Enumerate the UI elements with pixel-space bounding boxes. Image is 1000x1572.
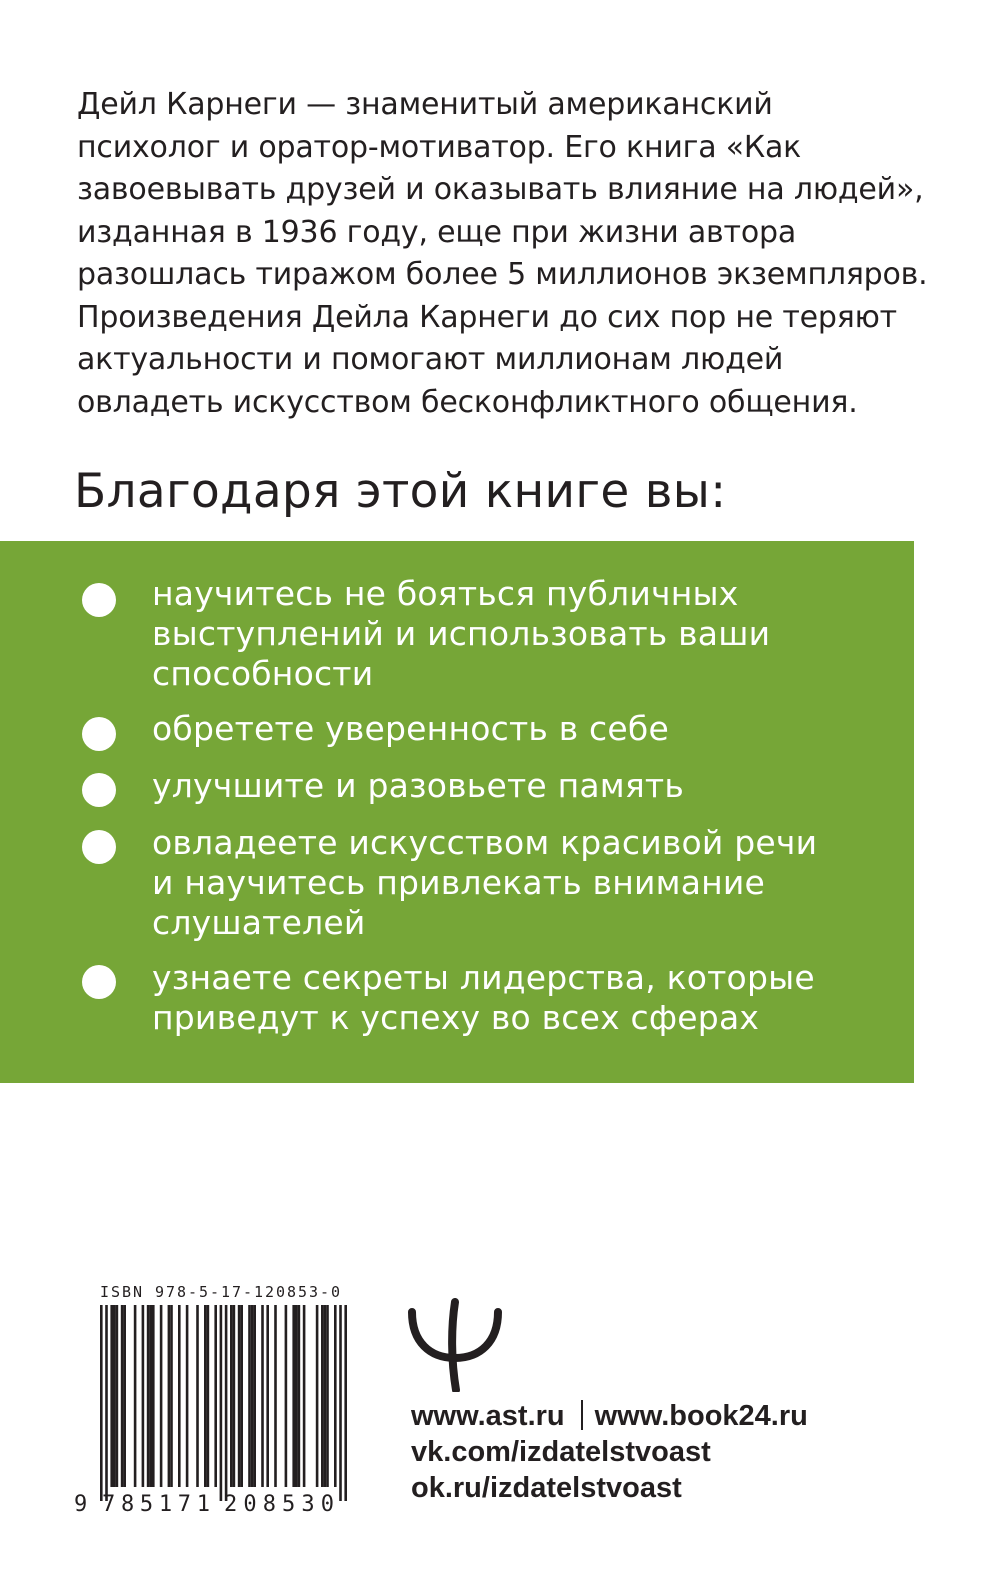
- publisher-links: [411, 1398, 808, 1506]
- bullet-icon: [82, 830, 116, 864]
- intro-line: Произведения Дейла Карнеги до сих пор не теряют: [77, 299, 897, 335]
- barcode-bar: [170, 1305, 173, 1487]
- intro-paragraph: [77, 84, 937, 424]
- intro-line: актуальности и помогают миллионам людей: [77, 342, 784, 377]
- barcode-bar: [116, 1305, 119, 1487]
- barcode-bar: [248, 1305, 251, 1487]
- barcode-bar: [110, 1305, 113, 1487]
- barcode-bar: [285, 1305, 288, 1487]
- intro-line: изданная в 1936 году, еще при жизни автора: [77, 214, 796, 250]
- link-ok[interactable]: ok.ru/izdatelstvoast: [411, 1472, 682, 1504]
- barcode-bar: [113, 1305, 116, 1487]
- barcode-bar: [253, 1305, 256, 1487]
- barcode-bar: [186, 1305, 189, 1487]
- benefits-panel: [0, 541, 914, 1083]
- benefit-text: [152, 709, 892, 749]
- barcode-bar: [240, 1305, 243, 1487]
- barcode-bar: [274, 1305, 277, 1487]
- benefits-heading: Благодаря этой книге вы:: [74, 464, 727, 519]
- benefit-text: [152, 766, 892, 806]
- barcode-bar: [298, 1305, 301, 1487]
- barcode-bar: [147, 1305, 150, 1487]
- barcode-bar: [105, 1305, 108, 1501]
- bullet-icon: [82, 965, 116, 999]
- intro-line: завоевывать друзей и оказывать влияние на людей»,: [77, 172, 924, 207]
- barcode-bar: [134, 1305, 137, 1487]
- barcode-bar: [303, 1305, 306, 1487]
- benefit-line: узнаете секреты лидерства, которые: [152, 958, 815, 997]
- benefit-text: [152, 574, 892, 694]
- bullet-icon: [82, 583, 116, 617]
- barcode-bar: [142, 1305, 145, 1487]
- psi-logo-icon: [408, 1298, 502, 1392]
- benefit-text: [152, 958, 892, 1038]
- barcode-bar: [344, 1305, 347, 1501]
- barcode-bar: [251, 1305, 254, 1487]
- barcode-digit-first: 9: [74, 1492, 88, 1515]
- benefit-line: научитесь не бояться публичных: [152, 574, 739, 613]
- barcode-bar: [339, 1305, 342, 1501]
- barcode-bar: [292, 1305, 295, 1487]
- benefit-line: приведут к успеху во всех сферах: [152, 998, 760, 1037]
- barcode-bar: [334, 1305, 337, 1487]
- bullet-icon: [82, 773, 116, 807]
- intro-line: разошлась тиражом более 5 миллионов экземпляров.: [77, 257, 928, 292]
- link-separator: [581, 1400, 583, 1430]
- isbn-text: ISBN 978-5-17-120853-0: [100, 1283, 340, 1301]
- benefit-line: улучшите и разовьете память: [152, 766, 684, 805]
- barcode-bar: [121, 1305, 124, 1487]
- intro-line: овладеть искусством бесконфликтного общения.: [77, 384, 858, 420]
- benefit-line: способности: [152, 654, 374, 693]
- benefit-line: выступлений и использовать ваши: [152, 614, 771, 653]
- barcode-bar: [152, 1305, 155, 1487]
- intro-line: психолог и оратор-мотиватор. Его книга «Как: [77, 129, 802, 165]
- barcode-bar: [230, 1305, 233, 1487]
- benefit-line: и научитесь привлекать внимание: [152, 863, 766, 902]
- isbn-barcode: [72, 1283, 352, 1515]
- link-ast[interactable]: www.ast.ru: [411, 1400, 565, 1432]
- barcode-bar: [196, 1305, 199, 1487]
- barcode-bar: [238, 1305, 241, 1487]
- benefit-line: обретете уверенность в себе: [152, 709, 669, 748]
- barcode-bar: [220, 1305, 223, 1501]
- barcode-bar: [233, 1305, 236, 1487]
- link-book24[interactable]: www.book24.ru: [594, 1400, 808, 1432]
- barcode-digits-left: 785171: [102, 1492, 210, 1515]
- barcode-bar: [261, 1305, 264, 1487]
- barcode-bar: [326, 1305, 329, 1487]
- barcode-bar: [207, 1305, 210, 1487]
- barcode-bar: [225, 1305, 228, 1501]
- barcode-bar: [266, 1305, 269, 1487]
- link-vk[interactable]: vk.com/izdatelstvoast: [411, 1436, 711, 1468]
- benefit-line: овладеете искусством красивой речи: [152, 823, 818, 862]
- barcode-bar: [214, 1305, 217, 1487]
- benefit-line: слушателей: [152, 903, 366, 942]
- barcode-bar: [178, 1305, 181, 1487]
- barcode-bar: [324, 1305, 327, 1487]
- barcode-bar: [168, 1305, 171, 1487]
- benefit-text: [152, 823, 892, 943]
- barcode-bar: [316, 1305, 319, 1487]
- barcode-bar: [149, 1305, 152, 1487]
- barcode-bar: [321, 1305, 324, 1487]
- bullet-icon: [82, 717, 116, 751]
- barcode-bar: [295, 1305, 298, 1487]
- barcode-bar: [100, 1305, 103, 1501]
- intro-line: Дейл Карнеги — знаменитый американский: [77, 87, 773, 122]
- barcode-bar: [204, 1305, 207, 1487]
- barcode-digits-right: 208530: [224, 1492, 334, 1515]
- barcode-bars: [100, 1305, 347, 1501]
- barcode-bar: [160, 1305, 163, 1487]
- barcode-bar: [123, 1305, 126, 1487]
